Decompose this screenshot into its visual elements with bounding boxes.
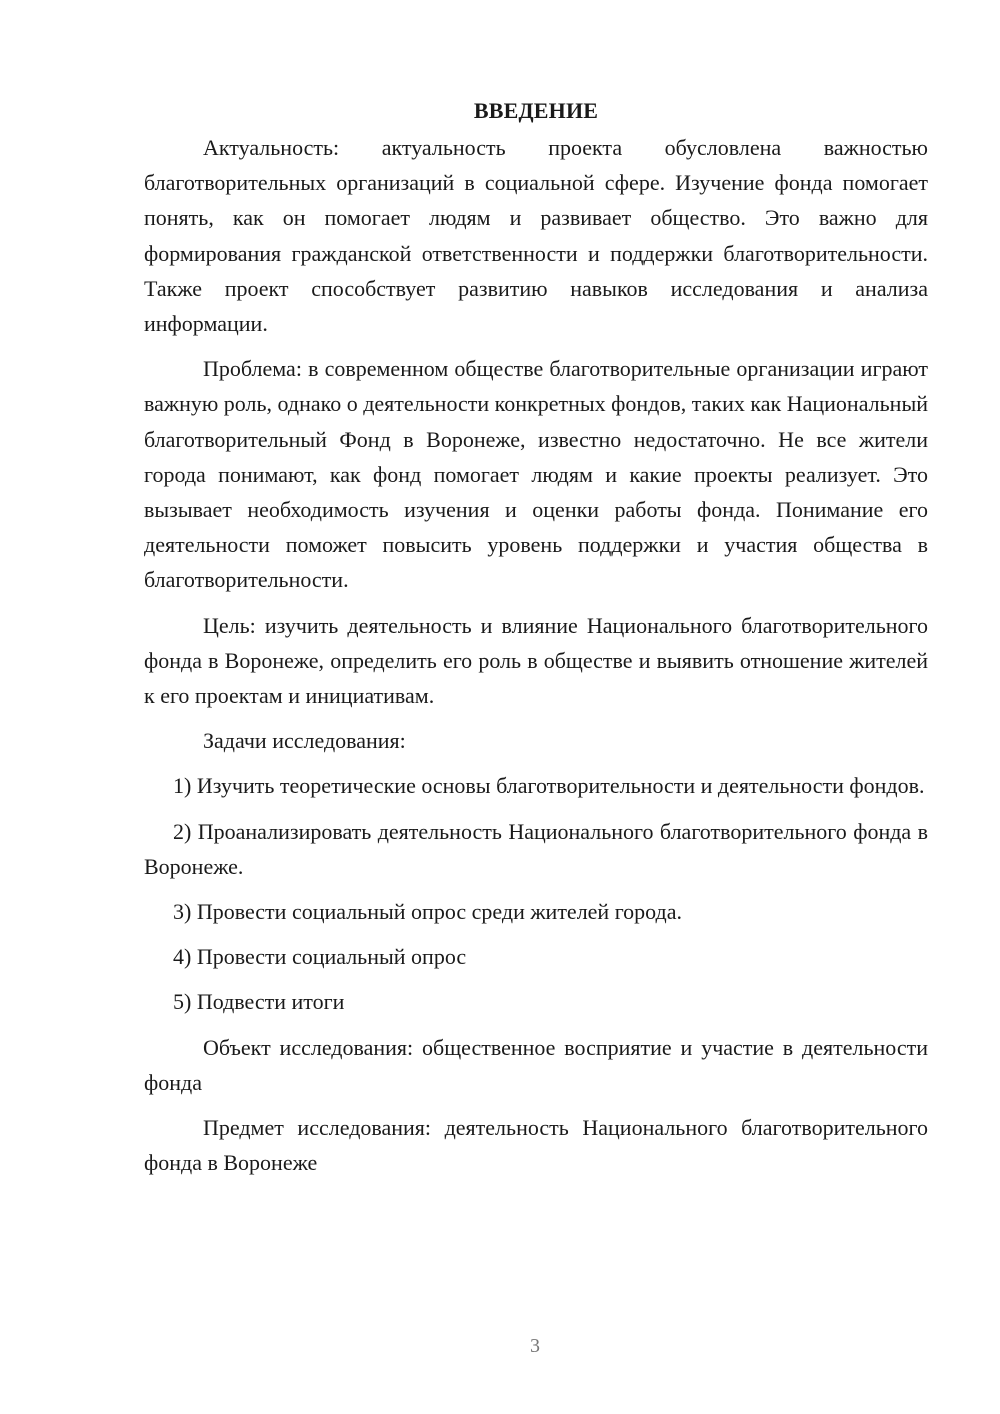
section-title: ВВЕДЕНИЕ [473,98,599,123]
task-item-2: 2) Проанализировать деятельность Национального благотворительного фонда в Воронеже. [144,818,928,879]
relevance-paragraph: Актуальность: актуальность проекта обусловлена важностью благотворительных организаций в социальной сфере. Изучение фонда помогает понять, как он помогает людям и развивает общество. Это важно для формирования гражданской ответственности и поддержки благотворительности. Также проект способствует развитию навыков исследования и анализа информации. [144,135,928,337]
document-body [144,96,928,1180]
goal-paragraph: Цель: изучить деятельность и влияние Национального благотворительного фонда в Воронеже, определить его роль в обществе и выявить отношение жителей к его проектам и инициативам. [144,612,928,709]
task-item-3: 3) Провести социальный опрос среди жителей города. [173,899,683,925]
task-item-5: 5) Подвести итоги [173,989,345,1015]
task-item-4: 4) Провести социальный опрос [173,944,467,970]
research-object-paragraph: Объект исследования: общественное восприятие и участие в деятельности фонда [144,1034,928,1095]
problem-paragraph: Проблема: в современном обществе благотворительные организации играют важную роль, однако о деятельности конкретных фондов, таких как Национальный благотворительный Фонд в Воронеже, известно недостаточно. Не все жители города понимают, как фонд помогает людям и какие проекты реализует. Это вызывает необходимость изучения и оценки работы фонда. Понимание его деятельности поможет повысить уровень поддержки и участия общества в благотворительности. [144,356,928,593]
tasks-heading: Задачи исследования: [203,728,406,754]
research-subject-paragraph: Предмет исследования: деятельность Национального благотворительного фонда в Воронеже [144,1115,928,1176]
task-item-1: 1) Изучить теоретические основы благотворительности и деятельности фондов. [173,773,925,799]
page-number: 3 [530,1335,540,1357]
